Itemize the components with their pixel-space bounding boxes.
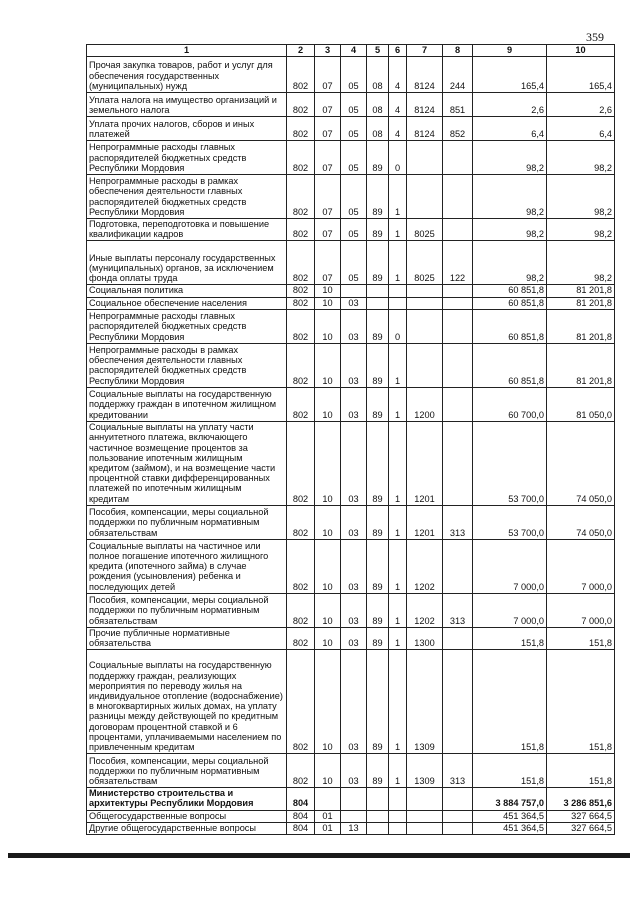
- table-row: [87, 219, 615, 241]
- cell-c2: 802: [287, 175, 315, 219]
- cell-c7: [407, 297, 443, 309]
- cell-c2: 804: [287, 810, 315, 822]
- budget-table: [86, 44, 615, 835]
- cell-c2: 802: [287, 117, 315, 141]
- cell-c3: 01: [315, 810, 341, 822]
- cell-c10: 98,2: [547, 241, 615, 285]
- cell-c2: 802: [287, 285, 315, 297]
- cell-c8: 852: [443, 117, 473, 141]
- cell-c7: [407, 141, 443, 175]
- cell-c10: 327 664,5: [547, 810, 615, 822]
- cell-c10: 98,2: [547, 141, 615, 175]
- cell-c7: 1309: [407, 754, 443, 788]
- cell-c3: [315, 788, 341, 810]
- cell-c3: 10: [315, 309, 341, 343]
- cell-c5: 89: [367, 421, 389, 505]
- table-row: [87, 175, 615, 219]
- table-row: [87, 810, 615, 822]
- row-label: Подготовка, переподготовка и повышение квалификации кадров: [87, 219, 287, 241]
- cell-c3: 07: [315, 117, 341, 141]
- cell-c5: 89: [367, 309, 389, 343]
- cell-c7: 1200: [407, 387, 443, 421]
- cell-c7: 1202: [407, 539, 443, 593]
- cell-c7: 8124: [407, 93, 443, 117]
- table-header-row: [87, 45, 615, 57]
- cell-c2: 802: [287, 387, 315, 421]
- cell-c6: 1: [389, 421, 407, 505]
- cell-c5: 08: [367, 57, 389, 93]
- row-label: Прочая закупка товаров, работ и услуг для обеспечения государственных (муниципальных) нужд: [87, 57, 287, 93]
- cell-c6: 1: [389, 539, 407, 593]
- cell-c6: 4: [389, 93, 407, 117]
- column-header: 8: [443, 45, 473, 57]
- cell-c4: 03: [341, 421, 367, 505]
- cell-c4: 03: [341, 309, 367, 343]
- cell-c2: 802: [287, 241, 315, 285]
- row-label: Непрограммные расходы в рамках обеспечения деятельности главных распорядителей бюджетных средств Республики Мордовия: [87, 343, 287, 387]
- row-label: Пособия, компенсации, меры социальной поддержки по публичным нормативным обязательствам: [87, 505, 287, 539]
- cell-c4: 05: [341, 93, 367, 117]
- cell-c7: 8124: [407, 57, 443, 93]
- cell-c10: 98,2: [547, 219, 615, 241]
- row-label: Социальная политика: [87, 285, 287, 297]
- row-label: Непрограммные расходы главных распорядителей бюджетных средств Республики Мордовия: [87, 309, 287, 343]
- column-header: 2: [287, 45, 315, 57]
- cell-c9: 60 851,8: [473, 297, 547, 309]
- cell-c2: 802: [287, 141, 315, 175]
- cell-c5: [367, 810, 389, 822]
- row-label: Социальные выплаты на государственную поддержку граждан в ипотечном жилищном кредитовании: [87, 387, 287, 421]
- cell-c9: 7 000,0: [473, 539, 547, 593]
- cell-c7: [407, 810, 443, 822]
- cell-c8: 313: [443, 754, 473, 788]
- cell-c9: 3 884 757,0: [473, 788, 547, 810]
- cell-c2: 802: [287, 754, 315, 788]
- cell-c10: 74 050,0: [547, 505, 615, 539]
- cell-c8: 313: [443, 505, 473, 539]
- cell-c4: [341, 810, 367, 822]
- cell-c7: 1201: [407, 505, 443, 539]
- cell-c10: 81 050,0: [547, 387, 615, 421]
- column-header: 4: [341, 45, 367, 57]
- cell-c8: 122: [443, 241, 473, 285]
- cell-c3: 07: [315, 219, 341, 241]
- cell-c4: 03: [341, 505, 367, 539]
- cell-c3: 10: [315, 285, 341, 297]
- cell-c6: [389, 822, 407, 834]
- cell-c8: [443, 175, 473, 219]
- cell-c4: 13: [341, 822, 367, 834]
- table-row: [87, 57, 615, 93]
- table-row: [87, 387, 615, 421]
- cell-c6: 0: [389, 141, 407, 175]
- cell-c8: [443, 421, 473, 505]
- cell-c4: 03: [341, 343, 367, 387]
- cell-c2: 802: [287, 343, 315, 387]
- cell-c7: [407, 343, 443, 387]
- cell-c9: 2,6: [473, 93, 547, 117]
- column-header: 9: [473, 45, 547, 57]
- cell-c3: 10: [315, 754, 341, 788]
- cell-c4: 03: [341, 627, 367, 649]
- cell-c2: 802: [287, 297, 315, 309]
- cell-c6: 4: [389, 117, 407, 141]
- cell-c8: 244: [443, 57, 473, 93]
- cell-c6: 0: [389, 309, 407, 343]
- table-row: [87, 241, 615, 285]
- table-row: [87, 650, 615, 754]
- cell-c9: 98,2: [473, 141, 547, 175]
- cell-c10: 151,8: [547, 754, 615, 788]
- cell-c6: 1: [389, 343, 407, 387]
- cell-c4: [341, 285, 367, 297]
- cell-c7: 1201: [407, 421, 443, 505]
- row-label: Социальные выплаты на уплату части аннуитетного платежа, включающего частичное возмещение процентов за пользование ипотечным жилищным кредитом (займом), и на возмещение части процентной ставки дифференцированных платежей по ипотечным жилищным кредитам: [87, 421, 287, 505]
- cell-c7: 1202: [407, 593, 443, 627]
- cell-c3: 07: [315, 57, 341, 93]
- cell-c6: [389, 285, 407, 297]
- cell-c3: 10: [315, 387, 341, 421]
- column-header: 5: [367, 45, 389, 57]
- cell-c2: 802: [287, 593, 315, 627]
- cell-c9: 151,8: [473, 650, 547, 754]
- cell-c2: 802: [287, 421, 315, 505]
- cell-c5: [367, 297, 389, 309]
- cell-c10: 6,4: [547, 117, 615, 141]
- cell-c9: 7 000,0: [473, 593, 547, 627]
- cell-c7: [407, 285, 443, 297]
- cell-c4: 03: [341, 593, 367, 627]
- cell-c10: 151,8: [547, 650, 615, 754]
- cell-c3: 10: [315, 593, 341, 627]
- cell-c7: 1300: [407, 627, 443, 649]
- cell-c3: 07: [315, 241, 341, 285]
- cell-c6: 1: [389, 754, 407, 788]
- row-label: Министерство строительства и архитектуры Республики Мордовия: [87, 788, 287, 810]
- cell-c10: 98,2: [547, 175, 615, 219]
- table-row: [87, 285, 615, 297]
- table-row: [87, 297, 615, 309]
- cell-c6: [389, 788, 407, 810]
- cell-c6: 4: [389, 57, 407, 93]
- cell-c4: 05: [341, 241, 367, 285]
- column-header: 6: [389, 45, 407, 57]
- cell-c6: 1: [389, 627, 407, 649]
- row-label: Непрограммные расходы в рамках обеспечения деятельности главных распорядителей бюджетных средств Республики Мордовия: [87, 175, 287, 219]
- cell-c9: 451 364,5: [473, 822, 547, 834]
- cell-c2: 802: [287, 505, 315, 539]
- cell-c7: [407, 788, 443, 810]
- cell-c7: 1309: [407, 650, 443, 754]
- cell-c7: 8124: [407, 117, 443, 141]
- cell-c5: [367, 788, 389, 810]
- cell-c10: 165,4: [547, 57, 615, 93]
- cell-c8: [443, 309, 473, 343]
- cell-c10: 81 201,8: [547, 285, 615, 297]
- cell-c10: 81 201,8: [547, 297, 615, 309]
- cell-c3: 07: [315, 175, 341, 219]
- cell-c5: 89: [367, 754, 389, 788]
- cell-c5: 89: [367, 387, 389, 421]
- cell-c8: [443, 285, 473, 297]
- table-body: [87, 57, 615, 835]
- row-label: Социальные выплаты на частичное или полное погашение ипотечного жилищного кредита (ипотечного займа) в случае рождения (усыновления) ребенка и последующих детей: [87, 539, 287, 593]
- cell-c3: 10: [315, 297, 341, 309]
- cell-c2: 802: [287, 627, 315, 649]
- cell-c4: [341, 788, 367, 810]
- cell-c6: 1: [389, 593, 407, 627]
- cell-c9: 60 851,8: [473, 309, 547, 343]
- cell-c9: 151,8: [473, 627, 547, 649]
- cell-c4: 03: [341, 650, 367, 754]
- column-header: 1: [87, 45, 287, 57]
- row-label: Прочие публичные нормативные обязательства: [87, 627, 287, 649]
- cell-c5: 89: [367, 593, 389, 627]
- row-label: Пособия, компенсации, меры социальной поддержки по публичным нормативным обязательствам: [87, 593, 287, 627]
- cell-c3: 10: [315, 343, 341, 387]
- column-header: 7: [407, 45, 443, 57]
- table-row: [87, 505, 615, 539]
- cell-c5: 89: [367, 505, 389, 539]
- table-row: [87, 788, 615, 810]
- bottom-rule: [8, 853, 630, 858]
- cell-c9: 60 851,8: [473, 343, 547, 387]
- cell-c2: 802: [287, 57, 315, 93]
- row-label: Социальное обеспечение населения: [87, 297, 287, 309]
- table-row: [87, 593, 615, 627]
- cell-c4: 03: [341, 387, 367, 421]
- page-number: 359: [586, 30, 604, 44]
- row-label: Другие общегосударственные вопросы: [87, 822, 287, 834]
- table-row: [87, 539, 615, 593]
- cell-c5: 89: [367, 650, 389, 754]
- cell-c3: 10: [315, 539, 341, 593]
- cell-c6: 1: [389, 387, 407, 421]
- cell-c9: 451 364,5: [473, 810, 547, 822]
- cell-c3: 10: [315, 650, 341, 754]
- cell-c7: 8025: [407, 219, 443, 241]
- cell-c8: [443, 810, 473, 822]
- cell-c9: 60 700,0: [473, 387, 547, 421]
- cell-c6: [389, 297, 407, 309]
- cell-c5: 08: [367, 117, 389, 141]
- cell-c10: 2,6: [547, 93, 615, 117]
- cell-c8: [443, 539, 473, 593]
- cell-c2: 802: [287, 650, 315, 754]
- cell-c4: 05: [341, 175, 367, 219]
- cell-c9: 151,8: [473, 754, 547, 788]
- cell-c9: 165,4: [473, 57, 547, 93]
- cell-c4: 05: [341, 57, 367, 93]
- cell-c4: 03: [341, 539, 367, 593]
- table-row: [87, 117, 615, 141]
- cell-c3: 10: [315, 505, 341, 539]
- cell-c5: 89: [367, 241, 389, 285]
- cell-c8: [443, 788, 473, 810]
- cell-c8: [443, 343, 473, 387]
- table-row: [87, 754, 615, 788]
- row-label: Непрограммные расходы главных распорядителей бюджетных средств Республики Мордовия: [87, 141, 287, 175]
- column-header: 10: [547, 45, 615, 57]
- table-row: [87, 309, 615, 343]
- table-row: [87, 822, 615, 834]
- cell-c7: [407, 175, 443, 219]
- cell-c6: 1: [389, 650, 407, 754]
- cell-c6: 1: [389, 175, 407, 219]
- cell-c9: 98,2: [473, 175, 547, 219]
- cell-c2: 804: [287, 822, 315, 834]
- cell-c5: 89: [367, 141, 389, 175]
- row-label: Уплата налога на имущество организаций и земельного налога: [87, 93, 287, 117]
- cell-c7: [407, 309, 443, 343]
- table-row: [87, 343, 615, 387]
- cell-c8: [443, 627, 473, 649]
- cell-c2: 804: [287, 788, 315, 810]
- cell-c9: 53 700,0: [473, 421, 547, 505]
- cell-c4: 03: [341, 297, 367, 309]
- cell-c8: [443, 387, 473, 421]
- row-label: Общегосударственные вопросы: [87, 810, 287, 822]
- cell-c8: 313: [443, 593, 473, 627]
- cell-c10: 151,8: [547, 627, 615, 649]
- cell-c6: 1: [389, 241, 407, 285]
- cell-c3: 10: [315, 421, 341, 505]
- cell-c9: 6,4: [473, 117, 547, 141]
- cell-c5: [367, 285, 389, 297]
- cell-c7: 8025: [407, 241, 443, 285]
- table-row: [87, 141, 615, 175]
- cell-c9: 98,2: [473, 241, 547, 285]
- column-header: 3: [315, 45, 341, 57]
- cell-c2: 802: [287, 539, 315, 593]
- cell-c5: 89: [367, 627, 389, 649]
- cell-c8: 851: [443, 93, 473, 117]
- cell-c4: 05: [341, 219, 367, 241]
- cell-c9: 53 700,0: [473, 505, 547, 539]
- row-label: Иные выплаты персоналу государственных (муниципальных) органов, за исключением фонда оплаты труда: [87, 241, 287, 285]
- table-row: [87, 627, 615, 649]
- cell-c10: 81 201,8: [547, 343, 615, 387]
- table-row: [87, 421, 615, 505]
- cell-c10: 74 050,0: [547, 421, 615, 505]
- cell-c5: 89: [367, 219, 389, 241]
- table-row: [87, 93, 615, 117]
- cell-c8: [443, 141, 473, 175]
- cell-c3: 10: [315, 627, 341, 649]
- cell-c6: 1: [389, 505, 407, 539]
- cell-c4: 05: [341, 141, 367, 175]
- cell-c5: 89: [367, 343, 389, 387]
- cell-c10: 327 664,5: [547, 822, 615, 834]
- cell-c8: [443, 822, 473, 834]
- cell-c5: [367, 822, 389, 834]
- cell-c10: 7 000,0: [547, 593, 615, 627]
- cell-c4: 03: [341, 754, 367, 788]
- cell-c9: 98,2: [473, 219, 547, 241]
- row-label: Социальные выплаты на государственную поддержку граждан, реализующих мероприятия по переводу жилья на индивидуальное отопление (водоснабжение) в многоквартирных жилых домах, на уплату разницы между действующей по кредитным договорам процентной ставкой и 6 процентами, уплачиваемыми населением по привлеченным кредитам: [87, 650, 287, 754]
- cell-c9: 60 851,8: [473, 285, 547, 297]
- cell-c3: 07: [315, 141, 341, 175]
- row-label: Пособия, компенсации, меры социальной поддержки по публичным нормативным обязательствам: [87, 754, 287, 788]
- cell-c5: 89: [367, 539, 389, 593]
- row-label: Уплата прочих налогов, сборов и иных платежей: [87, 117, 287, 141]
- cell-c8: [443, 297, 473, 309]
- cell-c8: [443, 219, 473, 241]
- cell-c5: 89: [367, 175, 389, 219]
- cell-c2: 802: [287, 93, 315, 117]
- cell-c8: [443, 650, 473, 754]
- cell-c3: 01: [315, 822, 341, 834]
- cell-c2: 802: [287, 219, 315, 241]
- cell-c10: 3 286 851,6: [547, 788, 615, 810]
- cell-c4: 05: [341, 117, 367, 141]
- cell-c3: 07: [315, 93, 341, 117]
- cell-c6: [389, 810, 407, 822]
- cell-c10: 81 201,8: [547, 309, 615, 343]
- cell-c5: 08: [367, 93, 389, 117]
- cell-c7: [407, 822, 443, 834]
- cell-c10: 7 000,0: [547, 539, 615, 593]
- cell-c2: 802: [287, 309, 315, 343]
- cell-c6: 1: [389, 219, 407, 241]
